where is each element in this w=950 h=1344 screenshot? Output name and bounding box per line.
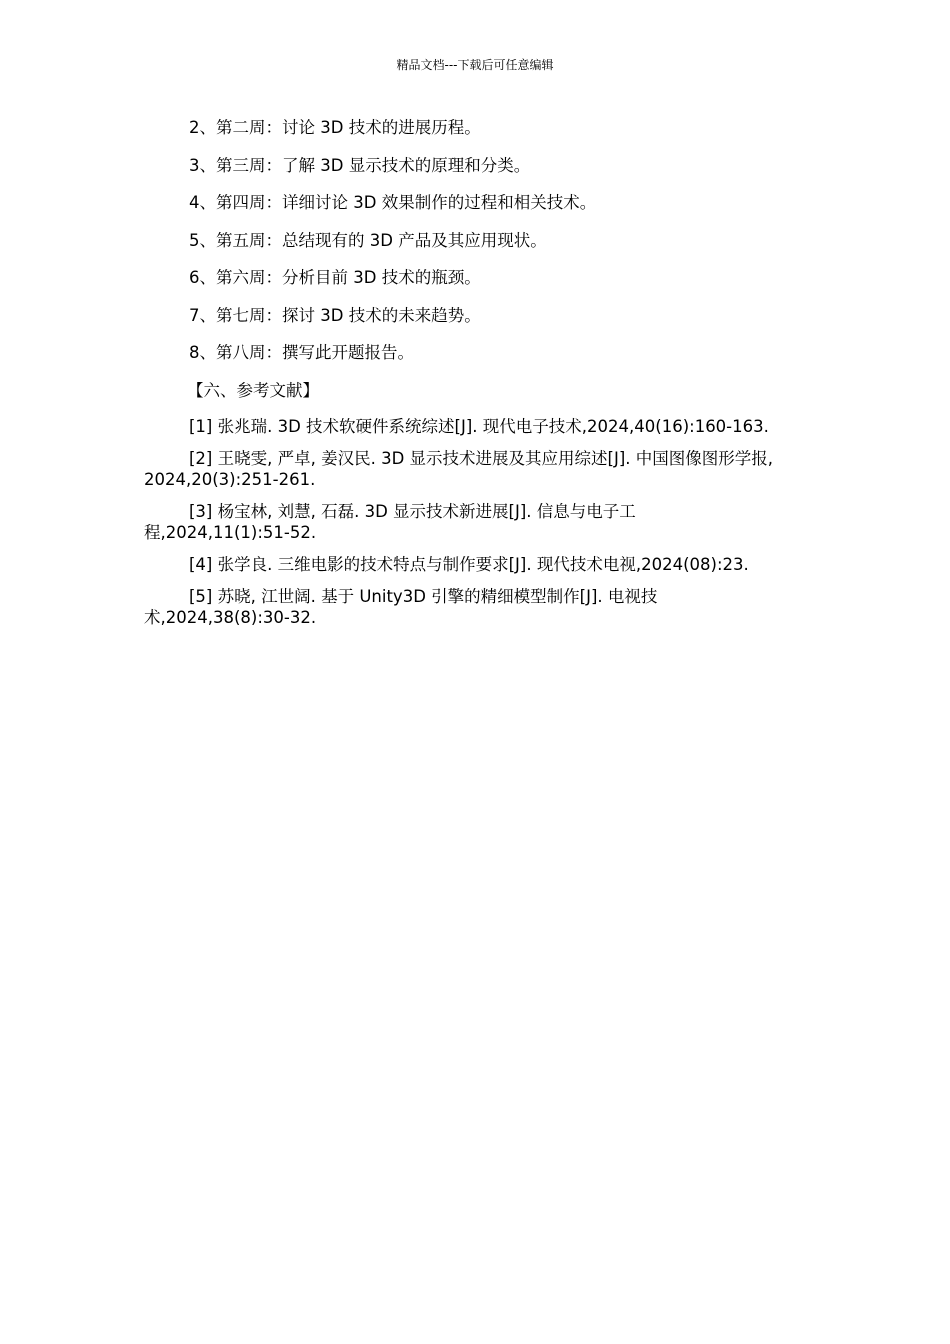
reference-2-line-1: [2] 王晓雯, 严卓, 姜汉民. 3D 显示技术进展及其应用综述[J]. 中国图像图形学报, [189, 449, 774, 468]
references-heading: 【六、参考文献】 [187, 380, 319, 400]
schedule-item-week-3: 3、第三周：了解 3D 显示技术的原理和分类。 [189, 155, 531, 175]
reference-4-line-1: [4] 张学良. 三维电影的技术特点与制作要求[J]. 现代技术电视,2024(08):23. [189, 555, 749, 574]
schedule-item-week-4: 4、第四周：详细讨论 3D 效果制作的过程和相关技术。 [189, 193, 597, 212]
reference-5-line-1: [5] 苏晓, 江世阔. 基于 Unity3D 引擎的精细模型制作[J]. 电视技 [189, 587, 658, 606]
reference-3-line-2: 程,2024,11(1):51-52. [144, 523, 317, 542]
schedule-item-week-2: 2、第二周：讨论 3D 技术的进展历程。 [189, 118, 481, 137]
page-header: 精品文档---下载后可任意编辑 [396, 58, 554, 72]
reference-1-line-1: [1] 张兆瑞. 3D 技术软硬件系统综述[J]. 现代电子技术,2024,40(16):160-163. [189, 417, 769, 436]
reference-3-line-1: [3] 杨宝林, 刘慧, 石磊. 3D 显示技术新进展[J]. 信息与电子工 [189, 502, 636, 521]
reference-1 [144, 416, 816, 437]
schedule-item-week-7: 7、第七周：探讨 3D 技术的未来趋势。 [189, 305, 481, 325]
document-body [144, 116, 816, 639]
reference-2 [144, 448, 816, 490]
reference-4 [144, 554, 816, 575]
schedule-item-week-8: 8、第八周：撰写此开题报告。 [189, 343, 414, 362]
reference-5-line-2: 术,2024,38(8):30-32. [144, 608, 317, 627]
reference-5 [144, 586, 816, 628]
reference-2-line-2: 2024,20(3):251-261. [144, 470, 316, 489]
reference-3 [144, 501, 816, 543]
schedule-item-week-6: 6、第六周：分析目前 3D 技术的瓶颈。 [189, 268, 481, 287]
schedule-item-week-5: 5、第五周：总结现有的 3D 产品及其应用现状。 [189, 230, 547, 250]
